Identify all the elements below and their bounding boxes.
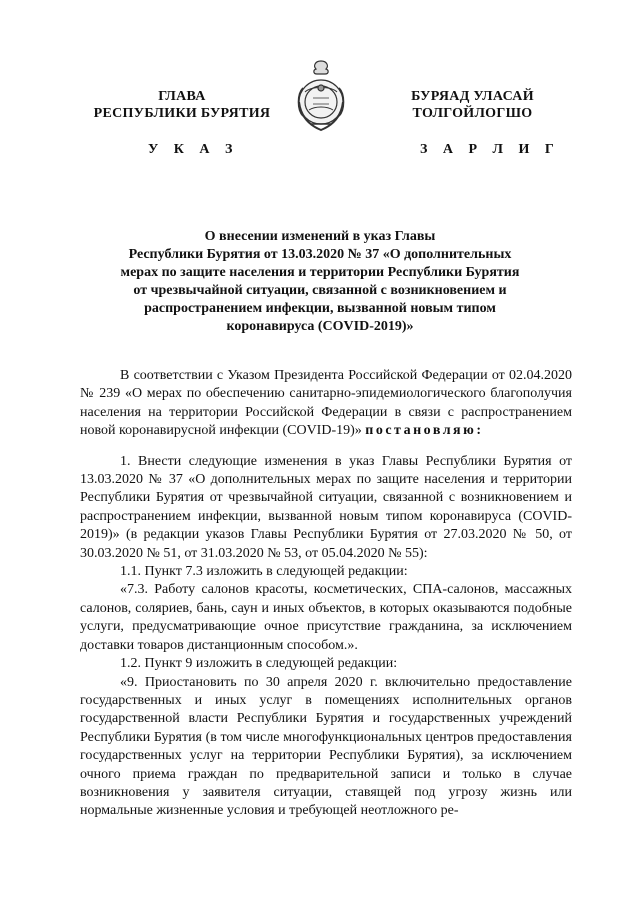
preamble-text: В соответствии с Указом Президента Российской Федерации от 02.04.2020 № 239 «О мерах по обеспечению санитарно-эпидемиологического благополучия населения на территории Российской Федерации в связи с распространением новой коронавирусной инфекции (COVID-19)» <box>80 368 572 439</box>
item-1-1-paragraph: 1.1. Пункт 7.3 изложить в следующей редакции: <box>120 564 408 580</box>
coat-of-arms-icon <box>291 58 351 134</box>
document-title <box>108 228 532 336</box>
title-line: от чрезвычайной ситуации, связанной с возникновением и <box>133 283 507 298</box>
header-left <box>82 88 282 122</box>
preamble-paragraph <box>80 367 572 441</box>
header-left-line2: РЕСПУБЛИКИ БУРЯТИЯ <box>93 106 271 121</box>
doc-type-right: З А Р Л И Г <box>420 142 560 157</box>
title-line: распространением инфекции, вызванной новым типом <box>144 301 496 316</box>
document-body <box>80 367 572 821</box>
header-right-line2: ТОЛГОЙЛОГШО <box>412 106 533 121</box>
item-1-1-text-paragraph: «7.3. Работу салонов красоты, косметических, СПА-салонов, массажных салонов, соляриев, бань, саун и иных объектов, в которых оказываются подобные услуги, предусматривающие очное присутствие гражданина, за исключением доставки товаров дистанционным способом.». <box>80 582 572 653</box>
doc-type-left: У К А З <box>148 142 239 157</box>
header-right <box>375 88 570 122</box>
header-left-line1: ГЛАВА <box>158 89 206 104</box>
decree-word: постановляю: <box>365 423 484 439</box>
title-line: мерах по защите населения и территории Республики Бурятия <box>120 265 520 280</box>
item-1-paragraph: 1. Внести следующие изменения в указ Главы Республики Бурятия от 13.03.2020 № 37 «О дополнительных мерах по защите населения и территории Республики Бурятия от чрезвычайной ситуации, связанной с возникновением и распространением инфекции, вызванной новым типом коронавируса (COVID-2019)» (в редакции указов Главы Республики Бурятия от 27.03.2020 № 50, от 30.03.2020 № 51, от 31.03.2020 № 53, от 05.04.2020 № 55): <box>80 453 572 561</box>
item-1-2-text-paragraph: «9. Приостановить по 30 апреля 2020 г. включительно предоставление государственных и иных услуг в помещениях исполнительных органов государственной власти Республики Бурятия и государственных учреждений Республики Бурятия (в том числе многофункциональных центров предоставления государственных услуг на территории Республики Бурятия), за исключением очного приема граждан по предварительной записи и только в случае возникновения у заявителя ситуации, ставящей под угрозу жизнь или нормальные жизненные условия и требующей неотложного ре- <box>80 674 572 819</box>
header-right-line1: БУРЯАД УЛАСАЙ <box>411 89 534 104</box>
title-line: О внесении изменений в указ Главы <box>204 229 436 244</box>
item-1-2-paragraph: 1.2. Пункт 9 изложить в следующей редакции: <box>120 656 398 672</box>
title-line: коронавируса (COVID-2019)» <box>226 319 414 334</box>
title-line: Республики Бурятия от 13.03.2020 № 37 «О дополнительных <box>128 247 512 262</box>
